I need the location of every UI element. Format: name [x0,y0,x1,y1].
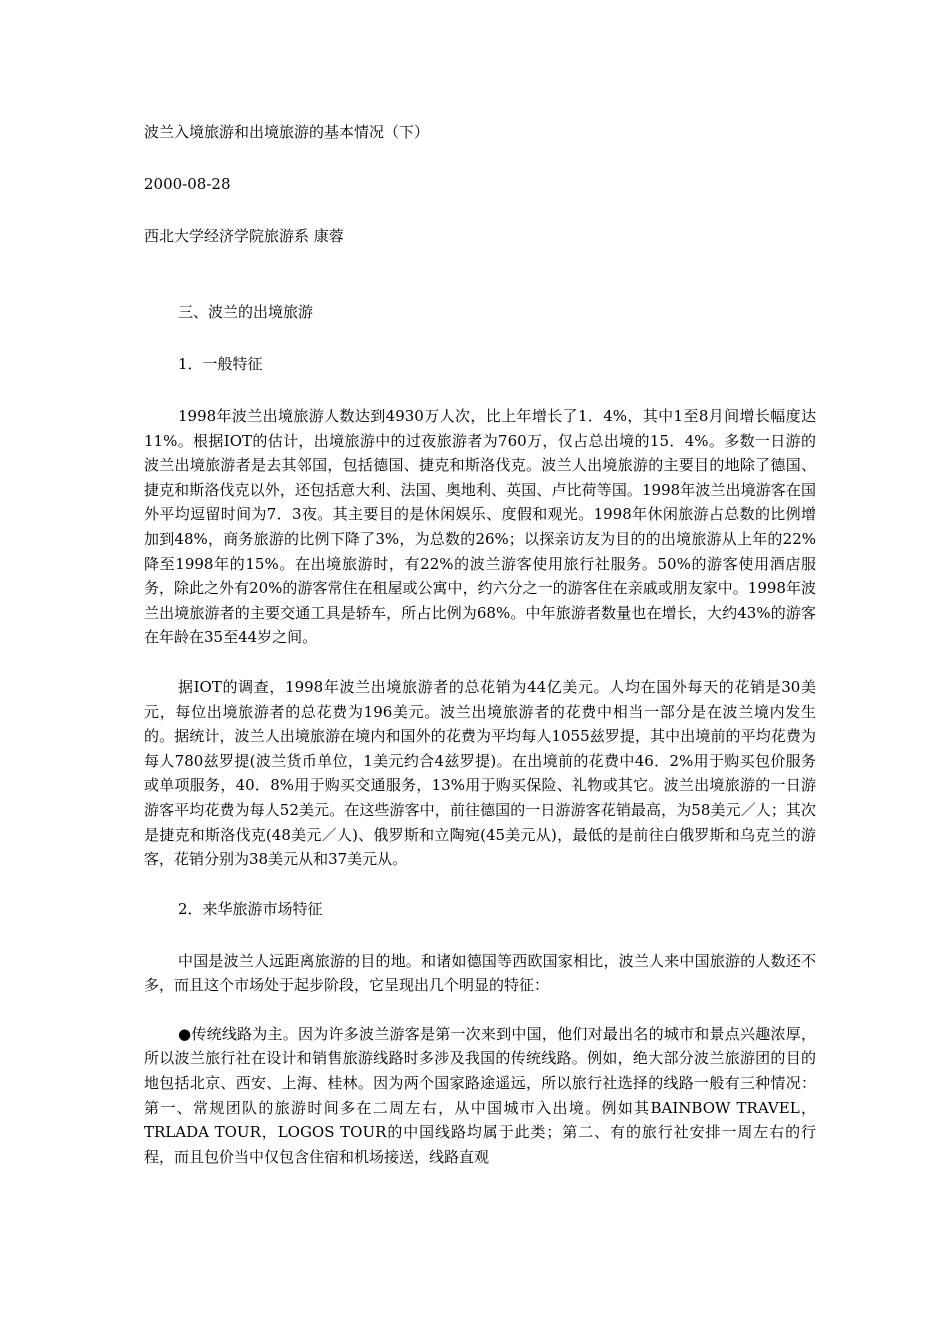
subheading-china-market: 2．来华旅游市场特征 [178,899,323,918]
paragraph-china-destination: 中国是波兰人远距离旅游的目的地。和诸如德国等西欧国家相比，波兰人来中国旅游的人数还不多，而且这个市场处于起步阶段，它呈现出几个明显的特征： [144,951,816,995]
paragraph-outbound-spending: 据IOT的调查，1998年波兰出境旅游者的总花销为44亿美元。人均在国外每天的花销是30美元，每位出境旅游者的总花费为196美元。波兰出境旅游者的花费中相当一部分是在波兰境内发生的。据统计，波兰人出境旅游在境内和国外的花费为平均每人1055兹罗提，其中出境前的平均花费为每人780兹罗提(波兰货币单位，1美元约合4兹罗提)。在出境前的花费中46．2%用于购买包价服务或单项服务，40．8%用于购买交通服务，13%用于购买保险、礼物或其它。波兰出境旅游的一日游游客平均花费为每人52美元。在这些游客中，前往德国的一日游游客花销最高，为58美元／人；其次是捷克和斯洛伐克(48美元／人)、俄罗斯和立陶宛(45美元从)，最低的是前往白俄罗斯和乌克兰的游客，花销分别为38美元从和37美元从。 [144,677,816,869]
article-author: 西北大学经济学院旅游系 康蓉 [144,227,344,245]
paragraph-outbound-overview: 1998年波兰出境旅游人数达到4930万人次，比上年增长了1．4%，其中1至8月间增长幅度达11%。根据IOT的估计，出境旅游中的过夜旅游者为760万，仅占总出境的15．4%。多数一日游的波兰出境旅游者是去其邻国，包括德国、捷克和斯洛伐克。波兰人出境旅游的主要目的地除了德国、捷克和斯洛伐克以外，还包括意大利、法国、奥地利、英国、卢比荷等国。1998年波兰出境游客在国外平均逗留时间为7．3夜。其主要目的是休闲娱乐、度假和观光。1998年休闲旅游占总数的比例增加到48%，商务旅游的比例下降了3%，为总数的26%；以探亲访友为目的的出境旅游从上年的22%降至1998年的15%。在出境旅游时，有22%的波兰游客使用旅行社服务。50%的游客使用酒店服务，除此之外有20%的游客常住在租屋或公寓中，约六分之一的游客住在亲戚或朋友家中。1998年波兰出境旅游者的主要交通工具是轿车，所占比例为68%。中年旅游者数量也在增长，大约43%的游客在年龄在35至44岁之间。 [144,407,816,647]
document-page [144,120,816,1194]
section-heading-outbound-tourism: 三、波兰的出境旅游 [178,303,314,321]
article-title: 波兰入境旅游和出境旅游的基本情况（下） [144,123,430,141]
subheading-general-features: 1．一般特征 [178,355,263,373]
article-date: 2000-08-28 [144,175,231,193]
paragraph-traditional-routes: ●传统线路为主。因为许多波兰游客是第一次来到中国，他们对最出名的城市和景点兴趣浓厚，所以波兰旅行社在设计和销售旅游线路时多涉及我国的传统线路。例如，绝大部分波兰旅游团的目的地包括北京、西安、上海、桂林。因为两个国家路途遥远，所以旅行社选择的线路一般有三种情况：第一、常规团队的旅游时间多在二周左右，从中国城市入出境。例如其BAINBOW TRAVEL，TRLADA TOUR，LOGOS TOUR的中国线路均属于此类；第二、有的旅行社安排一周左右的行程，而且包价当中仅包含住宿和机场接送，线路直观 [144,1024,816,1166]
